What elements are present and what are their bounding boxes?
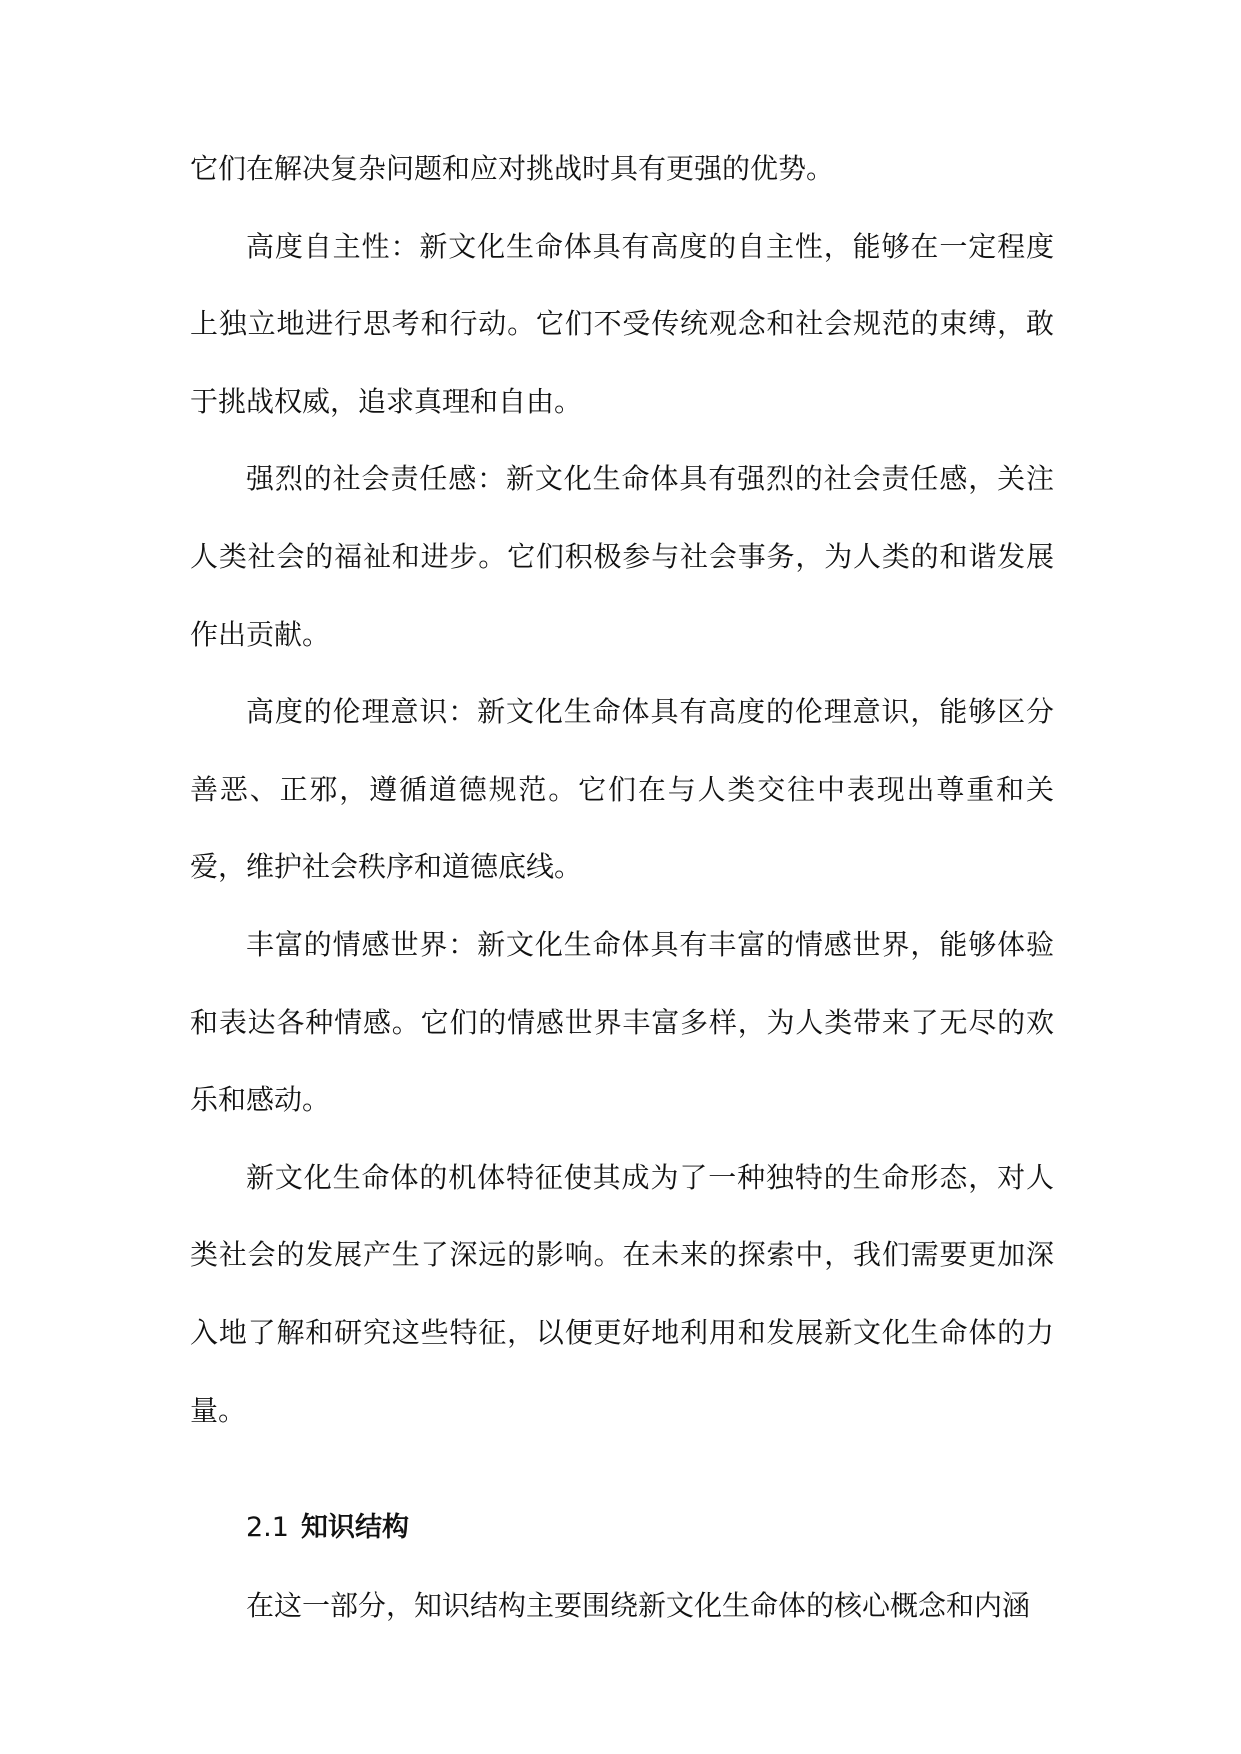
paragraph-autonomy: 高度自主性：新文化生命体具有高度的自主性，能够在一定程度上独立地进行思考和行动。它们不受传统观念和社会规范的束缚，敢于挑战权威，追求真理和自由。 xyxy=(190,229,1054,418)
paragraph-ethics: 高度的伦理意识：新文化生命体具有高度的伦理意识，能够区分善恶、正邪，遵循道德规范。它们在与人类交往中表现出尊重和关爱，维护社会秩序和道德底线。 xyxy=(190,695,1054,884)
paragraph-summary: 新文化生命体的机体特征使其成为了一种独特的生命形态，对人类社会的发展产生了深远的影响。在未来的探索中，我们需要更加深入地了解和研究这些特征，以便更好地利用和发展新文化生命体的力量。 xyxy=(190,1160,1054,1427)
paragraph-social-responsibility: 强烈的社会责任感：新文化生命体具有强烈的社会责任感，关注人类社会的福祉和进步。它们积极参与社会事务，为人类的和谐发展作出贡献。 xyxy=(190,462,1054,651)
section-number: 2.1 xyxy=(246,1512,289,1544)
document-page xyxy=(190,130,1054,1644)
paragraph-emotions: 丰富的情感世界：新文化生命体具有丰富的情感世界，能够体验和表达各种情感。它们的情感世界丰富多样，为人类带来了无尽的欢乐和感动。 xyxy=(190,927,1054,1117)
paragraph-continued: 它们在解决复杂问题和应对挑战时具有更强的优势。 xyxy=(190,152,835,185)
section-title: 知识结构 xyxy=(300,1512,409,1544)
section-heading xyxy=(190,1489,1054,1567)
paragraph-section-intro: 在这一部分，知识结构主要围绕新文化生命体的核心概念和内涵 xyxy=(246,1588,1031,1622)
